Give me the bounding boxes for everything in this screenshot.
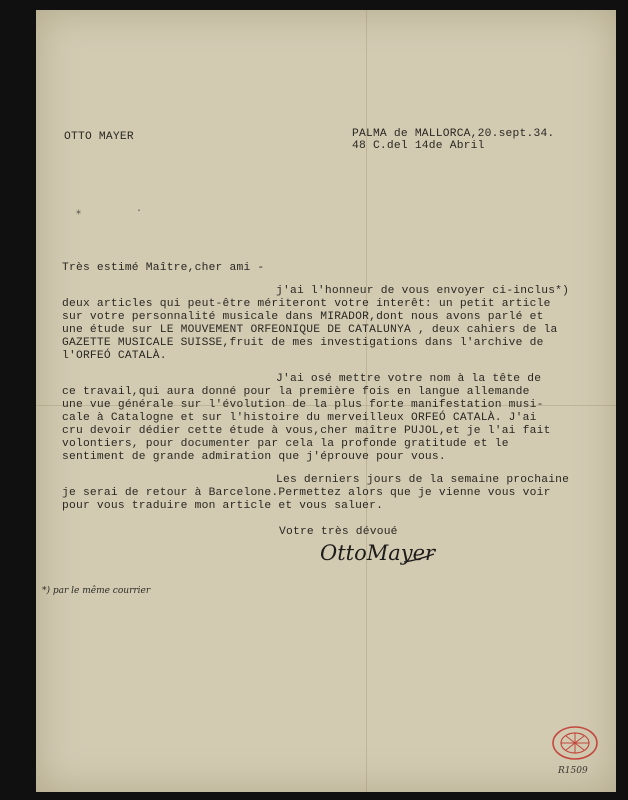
paragraph-1-line: une étude sur LE MOUVEMENT ORFEONIQUE DE CATALUNYA , deux cahiers de la (62, 324, 558, 336)
paragraph-1-line: deux articles qui peut-être mériteront votre interêt: un petit article (62, 298, 551, 310)
paragraph-3-line: je serai de retour à Barcelone.Permettez alors que je vienne vous voir (62, 487, 551, 499)
paragraph-2-line: J'ai osé mettre votre nom à la tête de (276, 373, 542, 385)
paragraph-3-line: Les derniers jours de la semaine prochaine (276, 474, 570, 486)
salutation: Très estimé Maître,cher ami - (62, 262, 265, 274)
archive-stamp-icon (550, 724, 600, 762)
paragraph-3-line: pour vous traduire mon article et vous saluer. (62, 500, 384, 512)
archive-number: R1509 (558, 766, 588, 776)
sender-address: 48 C.del 14de Abril (352, 140, 485, 152)
letter-sheet (36, 10, 616, 792)
footnote: *) par le même courrier (42, 586, 151, 596)
paragraph-2-line: une vue générale sur l'évolution de la plus forte manifestation musi- (62, 399, 544, 411)
closing: Votre très dévoué (279, 526, 398, 538)
place-date: PALMA de MALLORCA,20.sept.34. (352, 128, 555, 140)
paragraph-1-line: j'ai l'honneur de vous envoyer ci-inclus*) (276, 285, 570, 297)
stray-mark: ⁎ (76, 207, 81, 218)
sender-name: OTTO MAYER (64, 131, 134, 143)
stray-mark: · (136, 206, 143, 217)
paragraph-1-line: GAZETTE MUSICALE SUISSE,fruit de mes investigations dans l'archive de (62, 337, 544, 349)
paragraph-1-line: sur votre personnalité musicale dans MIRADOR,dont nous avons parlé et (62, 311, 544, 323)
paragraph-2-line: ce travail,qui aura donné pour la première fois en langue allemande (62, 386, 530, 398)
paragraph-2-line: cale à Catalogne et sur l'histoire du merveilleux ORFEÓ CATALÀ. J'ai (62, 412, 537, 424)
paragraph-2-line: sentiment de grande admiration que j'éprouve pour vous. (62, 451, 446, 463)
paragraph-2-line: volontiers, pour documenter par cela la profonde gratitude et le (62, 438, 509, 450)
signature-text: OttoMayer (320, 541, 436, 565)
signature (316, 536, 456, 576)
paragraph-1-line: l'ORFEÓ CATALÀ. (62, 350, 167, 362)
paragraph-2-line: cru devoir dédier cette étude à vous,cher maître PUJOL,et je l'ai fait (62, 425, 551, 437)
